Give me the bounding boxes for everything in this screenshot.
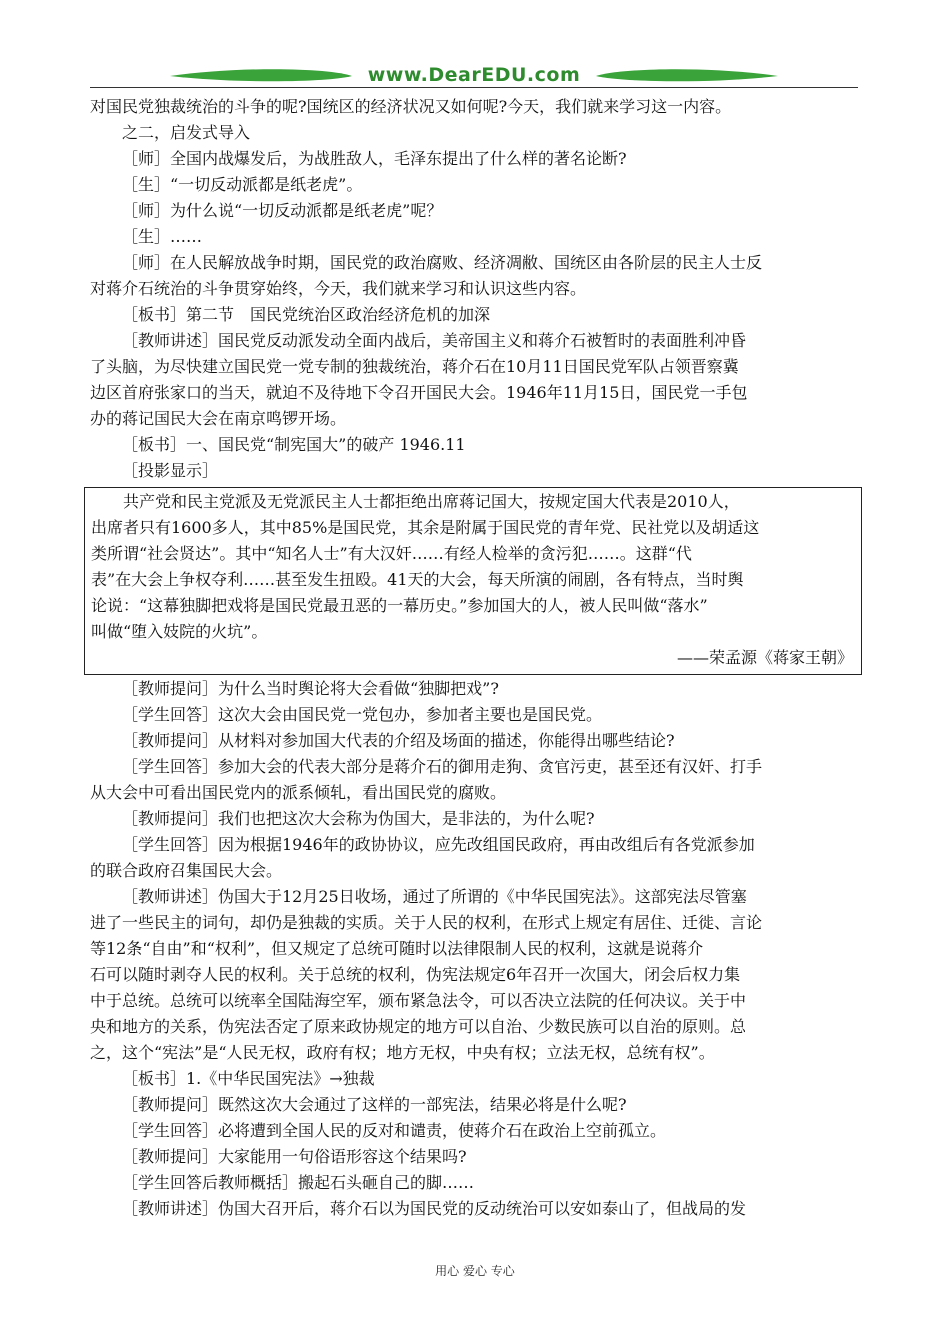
quote-line: 类所谓“社会贤达”。其中“知名人士”有大汉奸……有经人检举的贪污犯……。这群“代	[91, 544, 692, 563]
text-line: 等12条“自由”和“权利”，但又规定了总统可随时以法律限制人民的权利，这就是说蒋介	[90, 939, 704, 958]
text-line: 对蒋介石统治的斗争贯穿始终，今天，我们就来学习和认识这些内容。	[90, 279, 587, 298]
text-line: ［板书］一、国民党“制宪国大”的破产 1946.11	[122, 435, 466, 454]
text-line: 边区首府张家口的当天，就迫不及待地下令召开国民大会。1946年11月15日，国民党一手包	[90, 383, 748, 402]
text-line: ［教师提问］既然这次大会通过了这样的一部宪法，结果必将是什么呢?	[122, 1095, 627, 1114]
text-line: 了头脑，为尽快建立国民党一党专制的独裁统治，蒋介石在10月11日国民党军队占领晋察冀	[90, 357, 739, 376]
text-line: 进了一些民主的词句，却仍是独裁的实质。关于人民的权利，在形式上规定有居住、迁徙、言论	[90, 913, 763, 932]
text-line: ［教师讲述］国民党反动派发动全面内战后，美帝国主义和蒋介石被暂时的表面胜利冲昏	[122, 331, 747, 350]
quote-line: 叫做“堕入妓院的火坑”。	[91, 622, 268, 641]
header-banner	[90, 62, 858, 90]
text-line: ［学生回答后教师概括］搬起石头砸自己的脚……	[122, 1173, 475, 1192]
text-line: ［板书］第二节 国民党统治区政治经济危机的加深	[122, 305, 491, 324]
text-line: ［师］在人民解放战争时期，国民党的政治腐败、经济凋敝、国统区由各阶层的民主人士反	[122, 253, 763, 272]
header-rule	[90, 87, 858, 88]
quoted-material-box	[84, 487, 862, 675]
text-line: ［投影显示］	[122, 461, 219, 480]
quote-line: 出席者只有1600多人，其中85%是国民党，其余是附属于国民党的青年党、民社党以及胡适这	[91, 518, 760, 537]
text-line: 央和地方的关系，伪宪法否定了原来政协规定的地方可以自治、少数民族可以自治的原则。总	[90, 1017, 747, 1036]
document-body-continued	[90, 676, 860, 1222]
text-line: ［学生回答］参加大会的代表大部分是蒋介石的御用走狗、贪官污吏，甚至还有汉奸、打手	[122, 757, 763, 776]
site-logo: www.DearEDU.com	[367, 64, 581, 86]
text-line: 之，这个“宪法”是“人民无权，政府有权；地方无权，中央有权；立法无权，总统有权”。	[90, 1043, 715, 1062]
quote-line: 论说：“这幕独脚把戏将是国民党最丑恶的一幕历史。”参加国大的人，被人民叫做“落水”	[91, 596, 708, 615]
text-line: ［师］全国内战爆发后，为战胜敌人，毛泽东提出了什么样的著名论断?	[122, 149, 627, 168]
text-line: ［教师讲述］伪国大于12月25日收场，通过了所谓的《中华民国宪法》。这部宪法尽管塞	[122, 887, 747, 906]
text-line: ［生］……	[122, 227, 203, 246]
text-line: ［教师提问］从材料对参加国大代表的介绍及场面的描述，你能得出哪些结论?	[122, 731, 675, 750]
text-line: 石可以随时剥夺人民的权利。关于总统的权利，伪宪法规定6年召开一次国大，闭会后权力集	[90, 965, 741, 984]
quote-line: 共产党和民主党派及无党派民主人士都拒绝出席蒋记国大，按规定国大代表是2010人，	[123, 492, 740, 511]
text-line: 之二，启发式导入	[122, 123, 251, 142]
text-line: 从大会中可看出国民党内的派系倾轧，看出国民党的腐败。	[90, 783, 507, 802]
text-line: ［教师提问］为什么当时舆论将大会看做“独脚把戏”?	[122, 679, 499, 698]
text-line: ［教师提问］大家能用一句俗语形容这个结果吗?	[122, 1147, 467, 1166]
text-line: 对国民党独裁统治的斗争的呢?国统区的经济状况又如何呢?今天，我们就来学习这一内容。	[90, 97, 732, 116]
text-line: 中于总统。总统可以统率全国陆海空军，颁布紧急法令，可以否决立法院的任何决议。关于中	[90, 991, 747, 1010]
quote-line: 表”在大会上争权夺利……甚至发生扭殴。41天的大会，每天所演的闹剧，各有特点，当时舆	[91, 570, 744, 589]
page-footer: 用心 爱心 专心	[435, 1264, 515, 1278]
text-line: 的联合政府召集国民大会。	[90, 861, 283, 880]
text-line: ［生］“一切反动派都是纸老虎”。	[122, 175, 363, 194]
text-line: ［教师提问］我们也把这次大会称为伪国大，是非法的，为什么呢?	[122, 809, 595, 828]
text-line: ［板书］1.《中华民国宪法》→独裁	[122, 1069, 375, 1088]
text-line: ［学生回答］必将遭到全国人民的反对和谴责，使蒋介石在政治上空前孤立。	[122, 1121, 667, 1140]
quote-source: ——荣孟源《蒋家王朝》	[676, 648, 853, 667]
document-body	[90, 94, 860, 484]
text-line: ［学生回答］这次大会由国民党一党包办，参加者主要也是国民党。	[122, 705, 603, 724]
text-line: 办的蒋记国民大会在南京鸣锣开场。	[90, 409, 347, 428]
text-line: ［师］为什么说“一切反动派都是纸老虎”呢？	[122, 201, 443, 220]
text-line: ［学生回答］因为根据1946年的政协协议，应先改组国民政府，再由改组后有各党派参加	[122, 835, 755, 854]
text-line: ［教师讲述］伪国大召开后，蒋介石以为国民党的反动统治可以安如泰山了，但战局的发	[122, 1199, 747, 1218]
